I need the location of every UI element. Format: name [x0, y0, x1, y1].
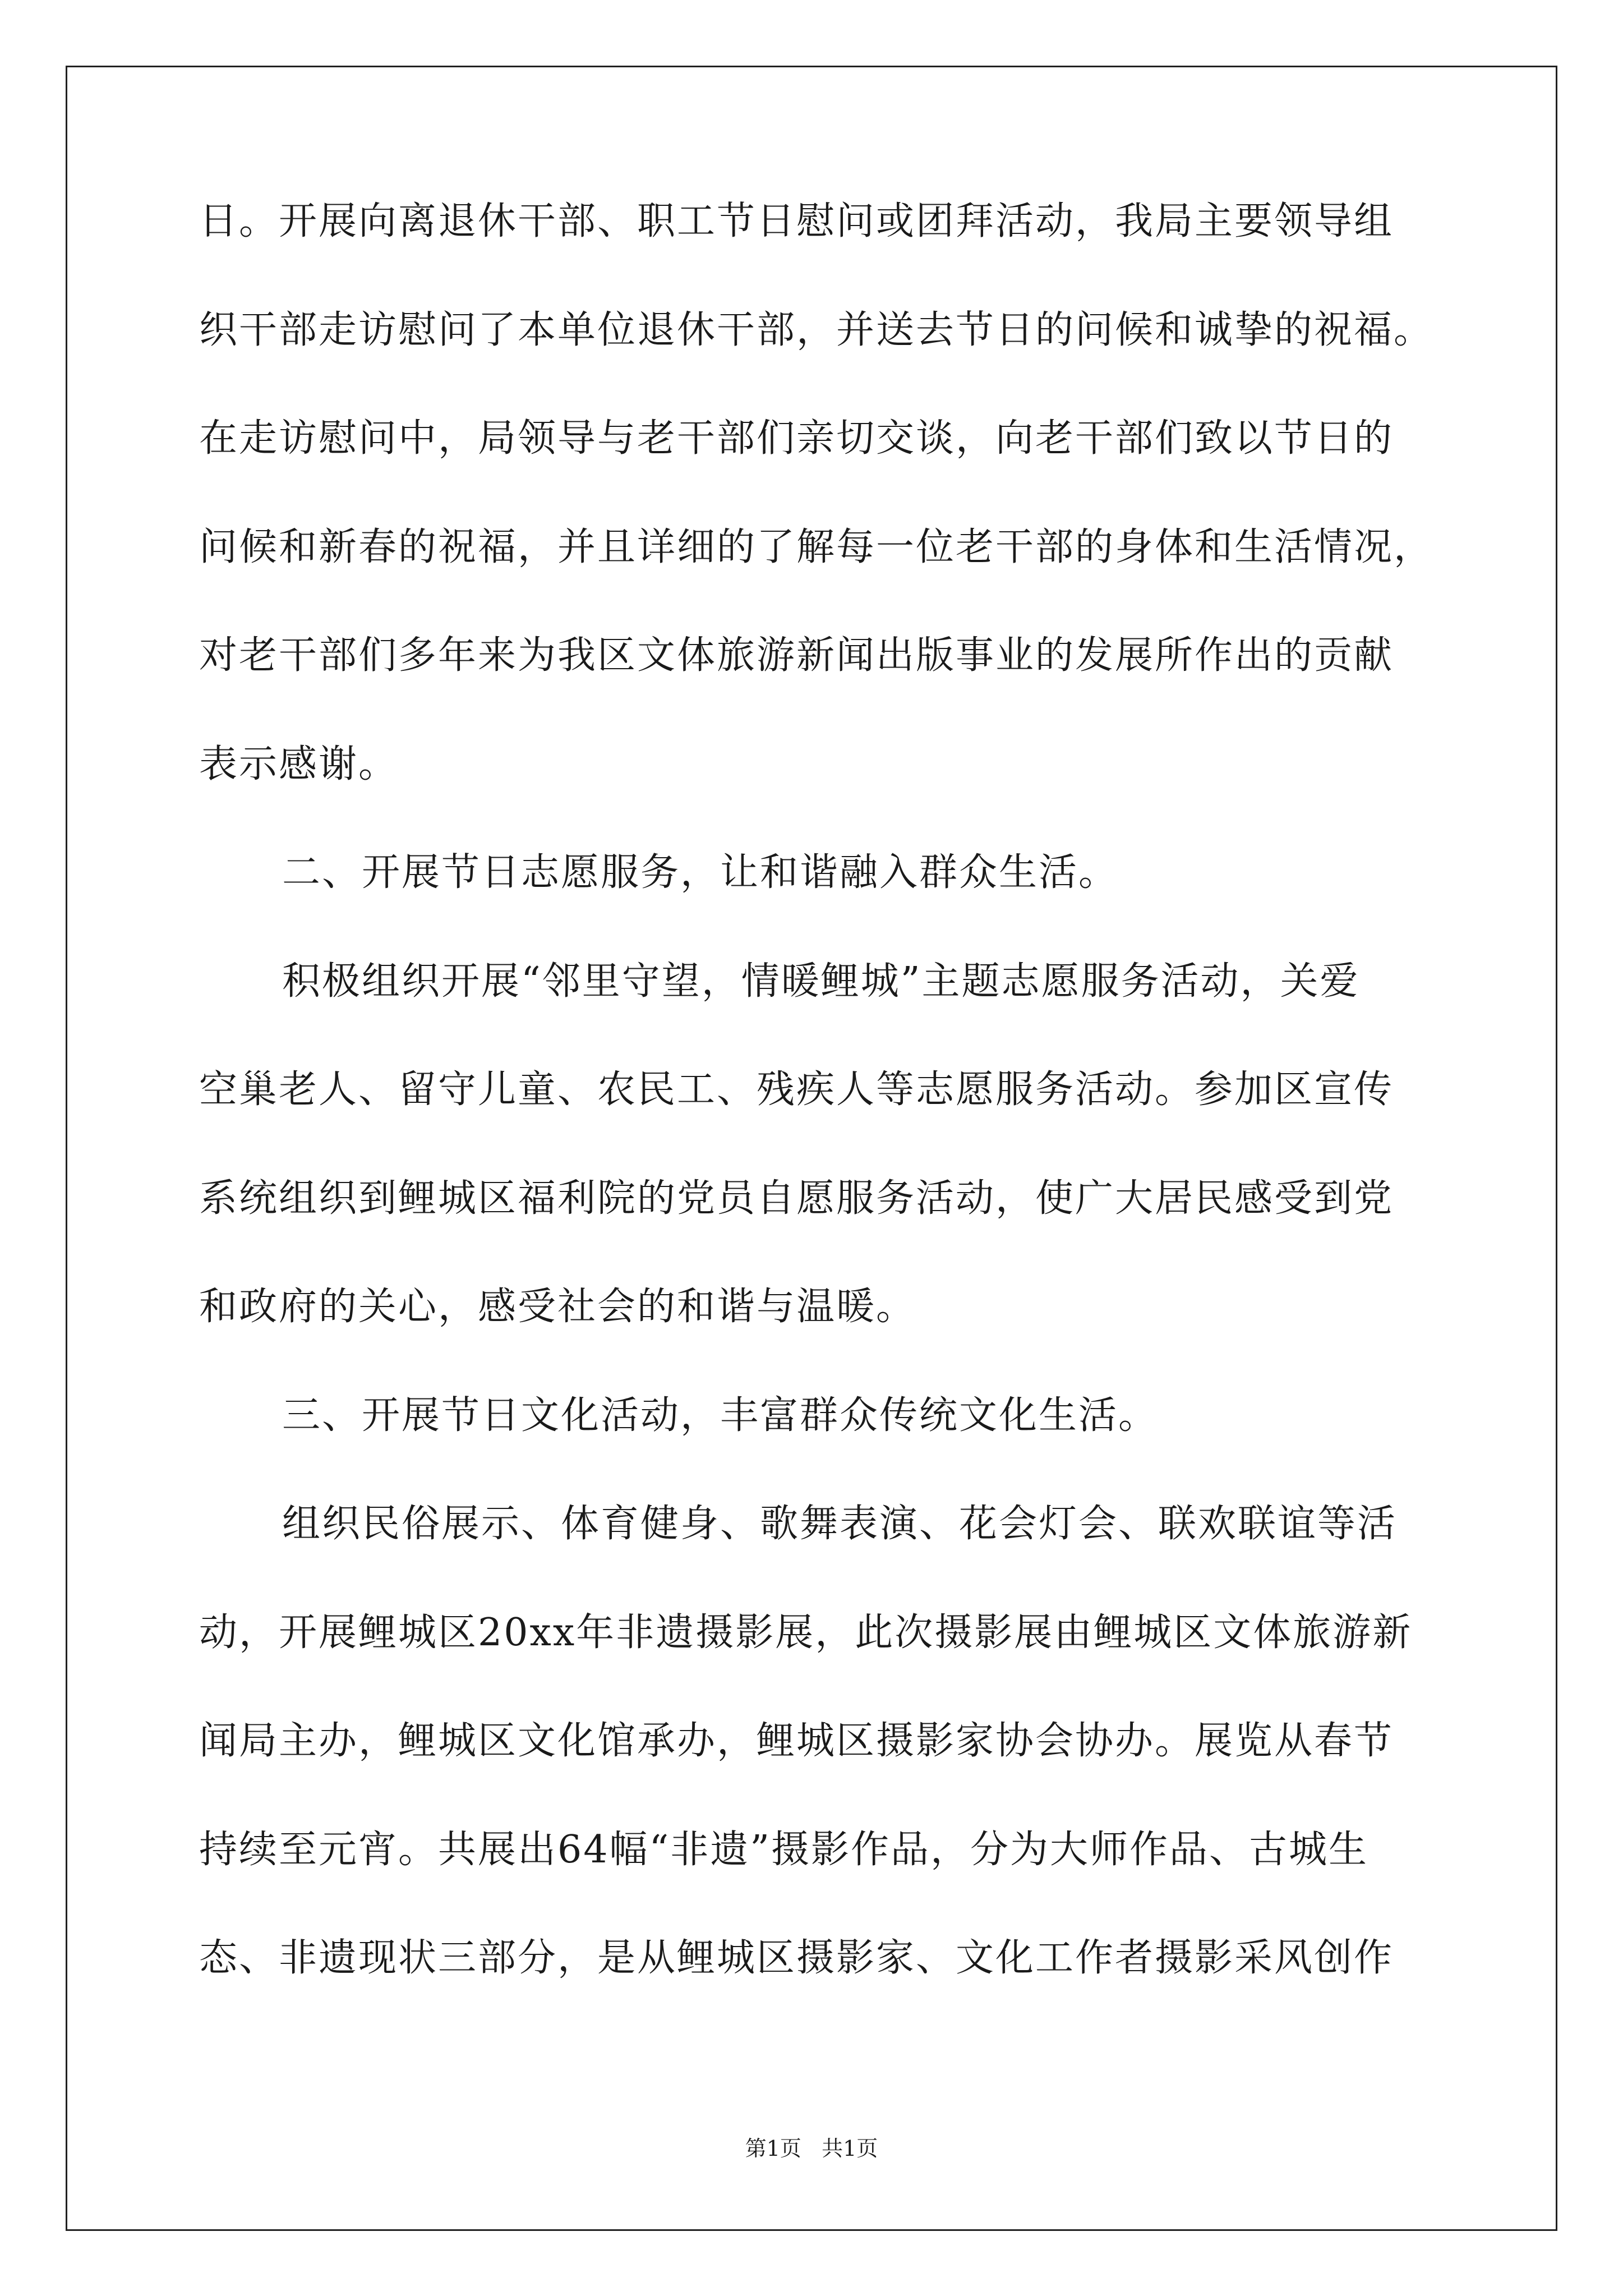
- text-line: 态、非遗现状三部分，是从鲤城区摄影家、文化工作者摄影采风创作: [199, 1936, 1394, 1980]
- text-line: 问候和新春的祝福，并且详细的了解每一位老干部的身体和生活情况，: [199, 524, 1434, 569]
- text-line: 空巢老人、留守儿童、农民工、残疾人等志愿服务活动。参加区宣传: [199, 1068, 1394, 1112]
- page-number-footer: 第1页 共1页: [745, 2136, 878, 2161]
- page-border: [66, 66, 1557, 2231]
- section-heading: 二、开展节日志愿服务，让和谐融入群众生活。: [282, 850, 1119, 895]
- text-line: 动，开展鲤城区20xx年非遗摄影展，此次摄影展由鲤城区文体旅游新: [199, 1610, 1413, 1655]
- text-line: 组织民俗展示、体育健身、歌舞表演、花会灯会、联欢联谊等活: [282, 1502, 1398, 1546]
- text-line: 表示感谢。: [199, 742, 399, 786]
- text-line: 日。开展向离退休干部、职工节日慰问或团拜活动，我局主要领导组: [199, 199, 1394, 243]
- text-line: 在走访慰问中，局领导与老干部们亲切交谈，向老干部们致以节日的: [199, 416, 1394, 461]
- text-line: 系统组织到鲤城区福利院的党员自愿服务活动，使广大居民感受到党: [199, 1176, 1394, 1221]
- text-line: 持续至元宵。共展出64幅“非遗”摄影作品，分为大师作品、古城生: [199, 1827, 1369, 1872]
- section-heading: 三、开展节日文化活动，丰富群众传统文化生活。: [282, 1393, 1159, 1438]
- text-line: 织干部走访慰问了本单位退休干部，并送去节日的问候和诚挚的祝福。: [199, 307, 1434, 352]
- text-line: 闻局主办，鲤城区文化馆承办，鲤城区摄影家协会协办。展览从春节: [199, 1719, 1394, 1763]
- text-line: 和政府的关心，感受社会的和谐与温暖。: [199, 1285, 916, 1329]
- text-line: 积极组织开展“邻里守望，情暖鲤城”主题志愿服务活动，关爱: [282, 959, 1360, 1004]
- text-line: 对老干部们多年来为我区文体旅游新闻出版事业的发展所作出的贡献: [199, 633, 1394, 678]
